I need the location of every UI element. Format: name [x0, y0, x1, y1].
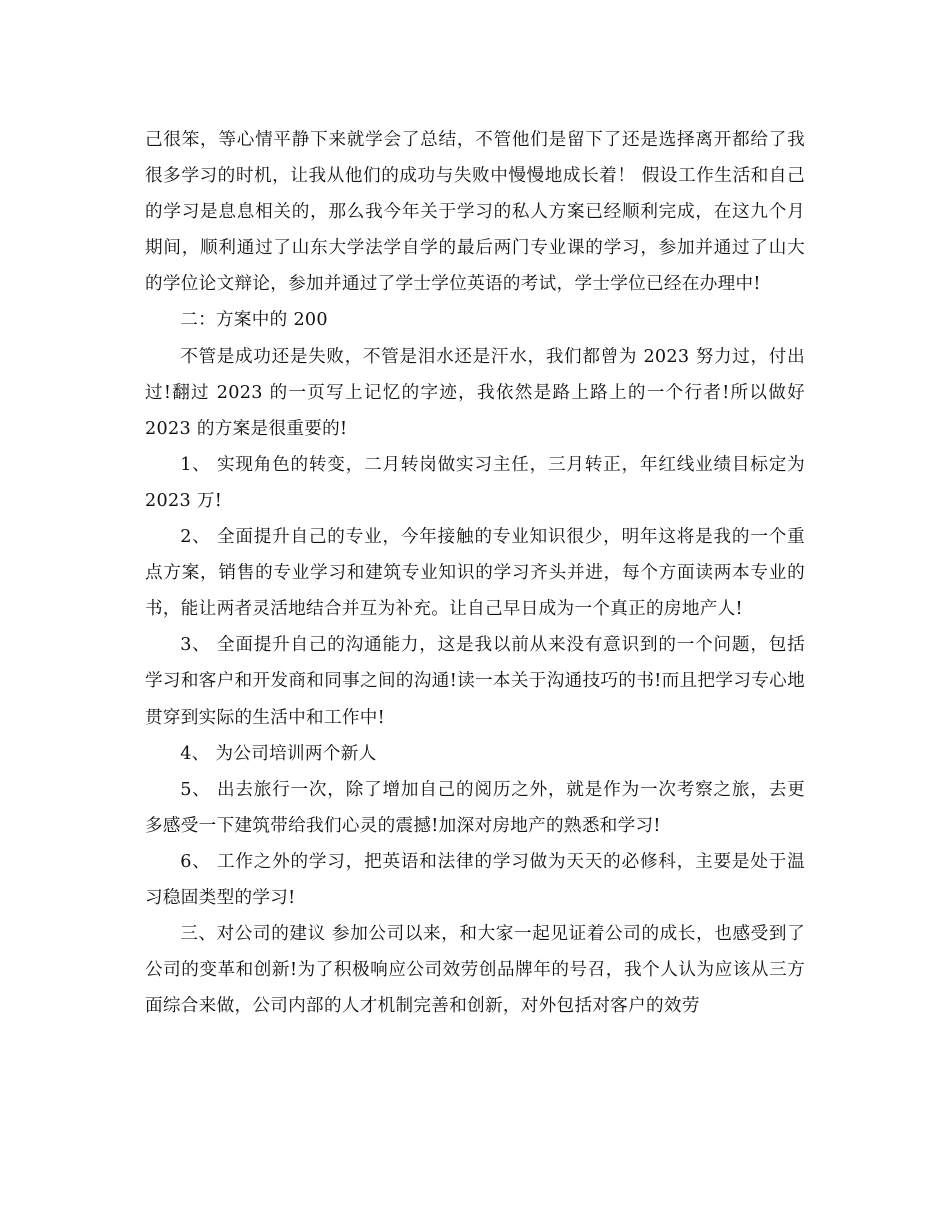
list-item-1: 1、 实现角色的转变，二月转岗做实习主任，三月转正，年红线业绩目标定为 2023 万!	[145, 454, 805, 511]
section-heading-plan-200: 二：方案中的 200	[180, 310, 328, 331]
list-item-5: 5、 出去旅行一次，除了增加自己的阅历之外，就是作为一次考察之旅，去更多感受一下建筑带给我们心灵的震撼!加深对房地产的熟悉和学习!	[145, 779, 805, 836]
list-item-6: 6、 工作之外的学习，把英语和法律的学习做为天天的必修科，主要是处于温习稳固类型的学习!	[145, 851, 805, 908]
document-body	[145, 122, 805, 1024]
section-company-suggestions: 三、对公司的建议 参加公司以来，和大家一起见证着公司的成长，也感受到了公司的变革和创新!为了积极响应公司效劳创品牌年的号召，我个人认为应该从三方面综合来做，公司内部的人才机制完善和创新，对外包括对客户的效劳	[145, 924, 805, 1017]
paragraph-intro: 不管是成功还是失败，不管是泪水还是汗水，我们都曾为 2023 努力过，付出过!翻过 2023 的一页写上记忆的字迹，我依然是路上路上的一个行者!所以做好 2023 的方案是很重要的!	[145, 346, 805, 439]
list-item-3: 3、 全面提升自己的沟通能力，这是我以前从来没有意识到的一个问题，包括学习和客户和开发商和同事之间的沟通!读一本关于沟通技巧的书!而且把学习专心地贯穿到实际的生活中和工作中!	[145, 635, 805, 728]
list-item-4: 4、 为公司培训两个新人	[180, 743, 377, 764]
paragraph-continuation: 己很笨，等心情平静下来就学会了总结，不管他们是留下了还是选择离开都给了我很多学习的时机，让我从他们的成功与失败中慢慢地成长着！ 假设工作生活和自己的学习是息息相关的，那么我今年关于学习的私人方案已经顺利完成，在这九个月期间，顺利通过了山东大学法学自学的最后两门专业课的学习，参加并通过了山大的学位论文辩论，参加并通过了学士学位英语的考试，学士学位已经在办理中!	[145, 130, 805, 295]
list-item-2: 2、 全面提升自己的专业，今年接触的专业知识很少，明年这将是我的一个重点方案，销售的专业学习和建筑专业知识的学习齐头并进，每个方面读两本专业的书，能让两者灵活地结合并互为补充。让自己早日成为一个真正的房地产人!	[145, 527, 805, 620]
